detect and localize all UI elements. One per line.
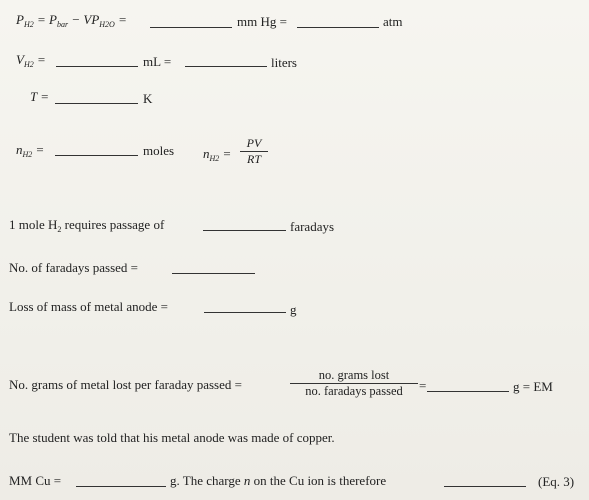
atm-unit: atm — [383, 14, 403, 29]
kelvin-unit: K — [143, 91, 153, 106]
em-unit: g = EM — [513, 379, 553, 394]
t-label: T = — [30, 89, 50, 104]
eq3-reference: (Eq. 3) — [538, 474, 575, 489]
moles-unit: moles — [143, 143, 175, 158]
loss-of-mass-label: Loss of mass of metal anode = — [9, 299, 168, 314]
n-moles-blank[interactable] — [55, 155, 138, 156]
v-h2-label: $V_{H2}$ = — [16, 52, 46, 69]
charge-text: g. The charge n on the Cu ion is therefore — [170, 473, 387, 488]
n-h2-label: $n_{H2}$ = — [16, 142, 45, 159]
charge-n-blank[interactable] — [444, 486, 526, 487]
loss-of-mass-blank[interactable] — [204, 312, 286, 313]
faradays-passed-label: No. of faradays passed = — [9, 260, 138, 275]
student-copper-text: The student was told that his metal anode was made of copper. — [9, 430, 335, 445]
faradays-required-blank[interactable] — [203, 230, 286, 231]
faradays-unit: faradays — [290, 219, 335, 234]
ml-unit: mL = — [143, 54, 172, 69]
p-atm-blank[interactable] — [297, 27, 379, 28]
mmhg-unit: mm Hg = — [237, 14, 287, 29]
em-blank[interactable] — [427, 391, 509, 392]
mm-cu-label: MM Cu = — [9, 473, 62, 488]
liters-unit: liters — [271, 55, 297, 70]
faradays-passed-blank[interactable] — [172, 273, 255, 274]
ideal-gas-lhs: $n_{H2}$ = — [203, 146, 232, 163]
ideal-gas-fraction: $\frac{PV}{RT}$ — [240, 136, 268, 167]
p-h2-label: $P_{H2} = P_{bar} - VP_{H2O}$ = — [16, 12, 127, 29]
grams-unit: g — [290, 302, 297, 317]
mole-h2-requires-text: 1 mole $H_2$ requires passage of — [9, 217, 165, 234]
v-liters-blank[interactable] — [185, 66, 267, 67]
grams-per-faraday-label: No. grams of metal lost per faraday passed = — [9, 377, 242, 392]
t-kelvin-blank[interactable] — [55, 103, 138, 104]
grams-per-faraday-fraction: no. grams lost no. faradays passed — [290, 368, 418, 399]
grams-per-faraday-equals: = — [419, 378, 427, 393]
p-mmhg-blank[interactable] — [150, 27, 232, 28]
mm-cu-blank[interactable] — [76, 486, 166, 487]
v-ml-blank[interactable] — [56, 66, 138, 67]
